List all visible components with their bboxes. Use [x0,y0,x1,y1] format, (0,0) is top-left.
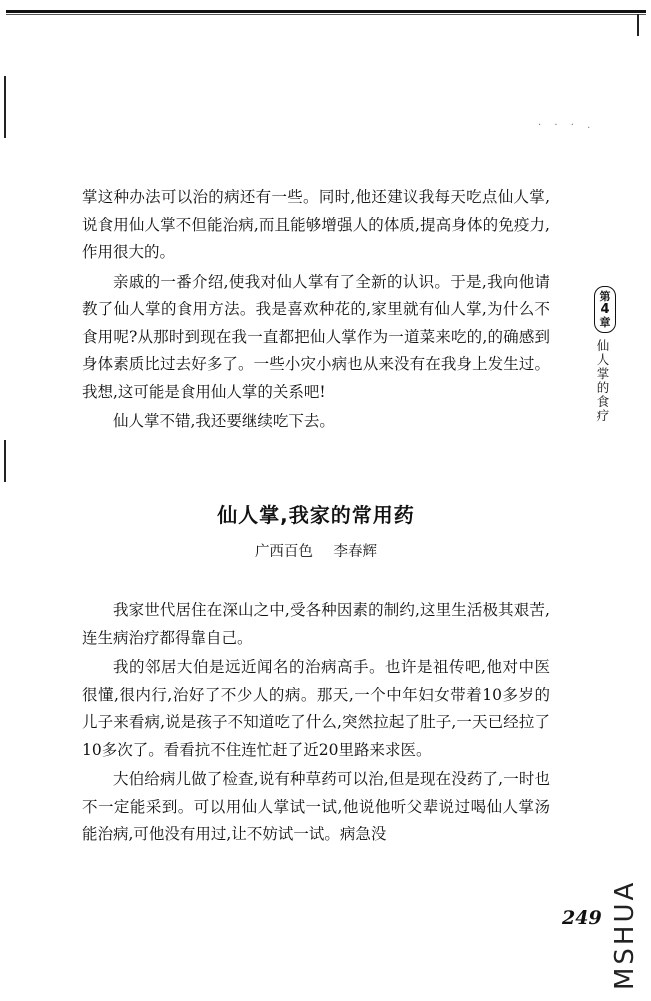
watermark: MSHUA [610,879,640,990]
chapter-suffix: 章 [599,316,611,329]
paragraph: 我的邻居大伯是远近闻名的治病高手。也许是祖传吧,他对中医很懂,很内行,治好了不少人的病。那天,一个中年妇女带着10多岁的儿子来看病,说是孩子不知道吃了什么,突然拉起了肚子,一天已经拉了10多次了。看看抗不住连忙赶了近20里路来求医。 [82,658,550,759]
paragraph-continued: 掌这种办法可以治的病还有一些。同时,他还建议我每天吃点仙人掌,说食用仙人掌不但能治病,而且能够增强人的体质,提高身体的免疫力,作用很大的。 [82,188,550,261]
byline [82,540,550,561]
header-rule [6,10,646,13]
scan-mark-left-middle [4,440,6,482]
page-number: 249 [562,907,602,929]
paragraph: 我家世代居住在深山之中,受各种因素的制约,这里生活极其艰苦,连生病治疗都得靠自己。 [82,601,550,647]
paragraph: 大伯给病儿做了检查,说有种草药可以治,但是现在没药了,一时也不一定能采到。可以用仙人掌试一试,他说他听父辈说过喝仙人掌汤能治病,可他没有用过,让不妨试一试。病急没 [82,770,550,843]
byline-location: 广西百色 [254,544,313,560]
byline-author: 李春辉 [333,544,378,560]
chapter-tab [594,286,616,423]
paragraph: 亲戚的一番介绍,使我对仙人掌有了全新的认识。于是,我向他请教了仙人掌的食用方法。我是喜欢种花的,家里就有仙人掌,为什么不食用呢?从那时到现在我一直都把仙人掌作为一道菜来吃的,的确感到身体素质比过去好多了。一些小灾小病也从来没有在我身上发生过。我想,这可能是食用仙人掌的关系吧! [82,272,550,401]
body-text-bottom [82,597,550,849]
header-rule-thin [6,14,646,15]
paragraph: 仙人掌不错,我还要继续吃下去。 [113,412,335,430]
chapter-badge [594,286,616,333]
body-text-top [82,184,550,436]
chapter-title: 仙人掌的食疗 [596,338,610,423]
scan-specks: · · · . [538,120,596,131]
section-title: 仙人掌,我家的常用药 [217,503,415,527]
chapter-prefix: 第 [599,290,611,303]
scan-mark-right-top [637,14,639,36]
chapter-number: 4 [600,302,610,317]
scan-mark-left-top [4,76,6,138]
